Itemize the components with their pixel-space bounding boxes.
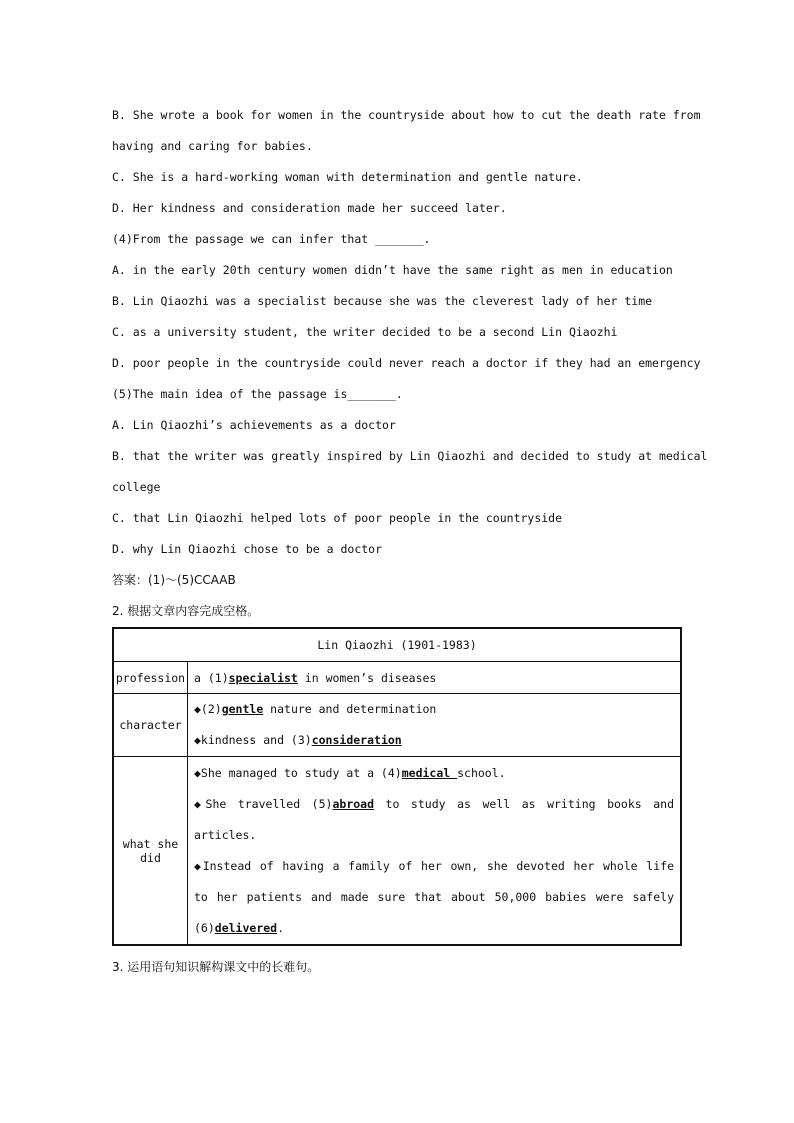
section-2-heading: 2. 根据文章内容完成空格。 [112, 604, 260, 618]
q3-option-b-cont: having and caring for babies. [112, 139, 313, 153]
answer-delivered: delivered [214, 920, 278, 935]
table-row-title [113, 628, 681, 662]
q4-option-a: A. in the early 20th century women didn’t have the same right as men in education [112, 263, 673, 277]
table-row-profession [113, 662, 681, 694]
char1-post: nature and determination [263, 702, 437, 716]
q4-option-b: B. Lin Qiaozhi was a specialist because she was the cleverest lady of her time [112, 294, 653, 308]
section-3-heading: 3. 运用语句知识解构课文中的长难句。 [112, 960, 320, 974]
q4-option-c: C. as a university student, the writer decided to be a second Lin Qiaozhi [112, 325, 618, 339]
did1-post: school. [457, 765, 506, 780]
did-line-1 [194, 758, 674, 789]
character-line-2 [194, 725, 674, 756]
profession-post: in women’s diseases [297, 670, 437, 685]
did1-pre: ◆She managed to study at a (4) [194, 765, 402, 780]
q5-option-a: A. Lin Qiaozhi’s achievements as a doctor [112, 418, 396, 432]
did-line-5 [194, 913, 674, 944]
what-she-did-label: what she did [113, 757, 188, 946]
profession-label: profession [113, 662, 188, 694]
q5-stem: (5)The main idea of the passage is_______. [112, 387, 403, 401]
answer-medical: medical [401, 765, 458, 780]
q5-option-d: D. why Lin Qiaozhi chose to be a doctor [112, 542, 383, 556]
lin-qiaozhi-table [112, 627, 682, 946]
table-row-what-she-did [113, 757, 681, 946]
character-label: character [113, 694, 188, 757]
answer-consideration: consideration [311, 733, 402, 747]
char2-pre: ◆kindness and (3) [194, 733, 312, 747]
q4-stem: (4)From the passage we can infer that _______. [112, 232, 431, 246]
did-line-2 [194, 789, 674, 820]
answer-specialist: specialist [228, 670, 298, 685]
q5-option-c: C. that Lin Qiaozhi helped lots of poor people in the countryside [112, 511, 563, 525]
q3-option-d: D. Her kindness and consideration made her succeed later. [112, 201, 507, 215]
q3-option-c: C. She is a hard-working woman with determination and gentle nature. [112, 170, 583, 184]
did-line-3: ◆Instead of having a family of her own, she devoted her whole life [194, 858, 674, 873]
q4-option-d: D. poor people in the countryside could never reach a doctor if they had an emergency [112, 356, 701, 370]
q3-option-b: B. She wrote a book for women in the countryside about how to cut the death rate from [112, 108, 701, 122]
table-row-character [113, 694, 681, 757]
did-line-2-cont: articles. [194, 827, 257, 842]
did3-pre: (6) [194, 920, 215, 935]
q5-option-b-cont: college [112, 480, 161, 494]
profession-pre: a (1) [194, 670, 229, 685]
table-title: Lin Qiaozhi (1901-1983) [113, 628, 681, 662]
question-block [112, 100, 708, 627]
did3-post: . [277, 920, 285, 935]
did2-pre: ◆She travelled (5) [194, 796, 333, 811]
did2-post: to study as well as writing books and [374, 796, 674, 811]
answer-abroad: abroad [332, 796, 375, 811]
answer-line: 答案：(1)～(5)CCAAB [112, 573, 236, 587]
section-3-block [112, 952, 319, 983]
did-line-4: to her patients and made sure that about 50,000 babies were safely [194, 889, 674, 904]
profession-cell [188, 662, 682, 694]
character-cell [188, 694, 682, 757]
q5-option-b: B. that the writer was greatly inspired by Lin Qiaozhi and decided to study at medical [112, 449, 708, 463]
character-line-1 [194, 694, 674, 725]
what-she-did-cell [188, 757, 682, 946]
answer-gentle: gentle [221, 702, 264, 716]
char1-pre: ◆(2) [194, 702, 222, 716]
